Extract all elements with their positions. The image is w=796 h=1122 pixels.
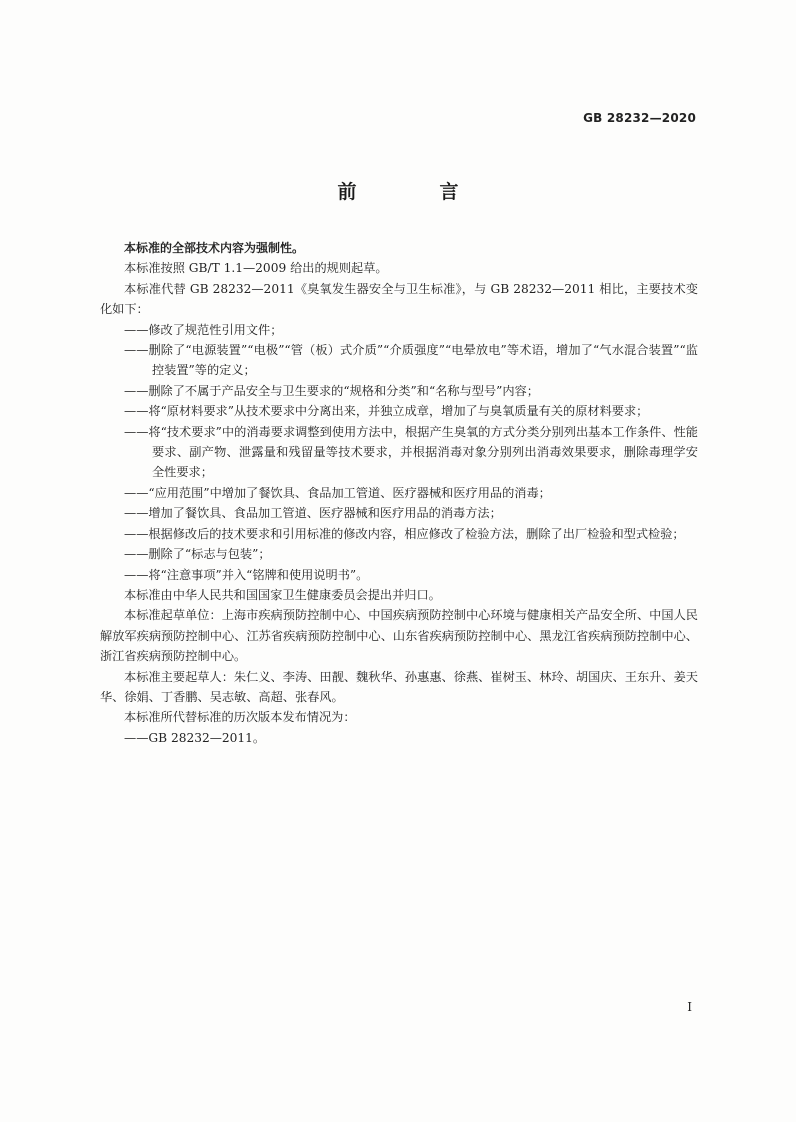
change-item: ——修改了规范性引用文件；	[124, 322, 283, 337]
page-title: 前 言	[337, 181, 491, 203]
change-item: ——“应用范围”中增加了餐饮具、食品加工管道、医疗器械和医疗用品的消毒；	[124, 485, 551, 500]
drafters-paragraph: 本标准主要起草人：朱仁义、李涛、田靓、魏秋华、孙惠惠、徐燕、崔树玉、林玲、胡国庆、王东升、姜天华、徐娟、丁香鹏、吴志敏、高超、张春风。	[100, 669, 698, 704]
drafting-units-paragraph: 本标准起草单位：上海市疾病预防控制中心、中国疾病预防控制中心环境与健康相关产品安全所、中国人民解放军疾病预防控制中心、江苏省疾病预防控制中心、山东省疾病预防控制中心、黑龙江省疾病预防控制中心、浙江省疾病预防控制中心。	[100, 608, 698, 664]
change-item: ——将“注意事项”并入“铭牌和使用说明书”。	[124, 567, 369, 582]
change-item: ——删除了“电源装置”“电极”“管（板）式介质”“介质强度”“电晕放电”等术语，增加了“气水混合装置”“监控装置”等的定义；	[124, 343, 698, 378]
change-item: ——删除了不属于产品安全与卫生要求的“规格和分类”和“名称与型号”内容；	[124, 383, 539, 398]
change-item: ——删除了“标志与包装”；	[124, 547, 271, 562]
change-item: ——增加了餐饮具、食品加工管道、医疗器械和医疗用品的消毒方法；	[124, 506, 502, 521]
page-number: I	[687, 1000, 692, 1014]
change-item: ——将“技术要求”中的消毒要求调整到使用方法中，根据产生臭氧的方式分类分别列出基本工作条件、性能要求、副产物、泄露量和残留量等技术要求，并根据消毒对象分别列出消毒效果要求，删除毒理学安全性要求；	[124, 424, 698, 480]
foreword-body	[100, 238, 698, 748]
change-item: ——将“原材料要求”从技术要求中分离出来，并独立成章，增加了与臭氧质量有关的原材料要求；	[124, 404, 649, 419]
proposer-paragraph: 本标准由中华人民共和国国家卫生健康委员会提出并归口。	[124, 587, 441, 602]
change-item: ——根据修改后的技术要求和引用标准的修改内容，相应修改了检验方法，删除了出厂检验和型式检验；	[124, 526, 685, 541]
history-intro-paragraph: 本标准所代替标准的历次版本发布情况为：	[124, 710, 356, 725]
standard-code: GB 28232—2020	[583, 111, 696, 125]
replacement-paragraph: 本标准代替 GB 28232—2011《臭氧发生器安全与卫生标准》，与 GB 28232—2011 相比，主要技术变化如下：	[100, 281, 698, 317]
drafting-rules-paragraph: 本标准按照 GB/T 1.1—2009 给出的规则起草。	[124, 261, 388, 276]
mandatory-statement: 本标准的全部技术内容为强制性。	[124, 241, 305, 255]
history-item: ——GB 28232—2011。	[124, 730, 266, 745]
